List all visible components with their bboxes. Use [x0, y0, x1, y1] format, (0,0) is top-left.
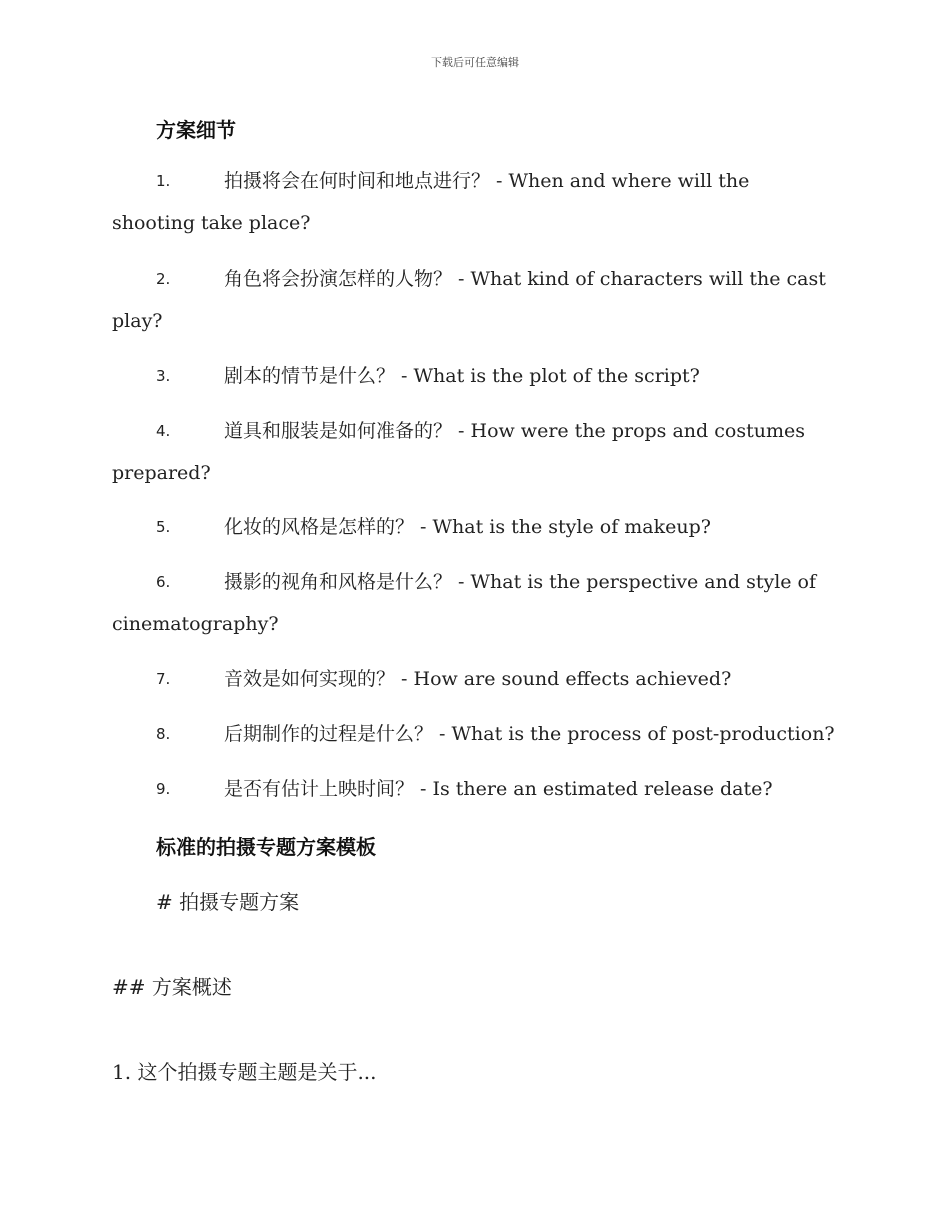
list-item-number: 4. — [156, 422, 171, 440]
list-item-number: 9. — [156, 780, 171, 798]
list-item — [112, 561, 837, 645]
list-item — [112, 768, 837, 810]
list-item — [112, 160, 837, 244]
template-title: 标准的拍摄专题方案模板 — [156, 835, 376, 859]
list-item — [112, 658, 837, 700]
list-item-text: 摄影的视角和风格是什么？ - What is the perspective and style of cinematography? — [112, 571, 817, 635]
list-item-number: 5. — [156, 518, 171, 536]
list-item-number: 6. — [156, 573, 171, 591]
section-title: 方案细节 — [156, 118, 236, 142]
list-item — [112, 506, 837, 548]
markdown-h2: ## 方案概述 — [112, 975, 232, 999]
list-item-number: 1. — [156, 172, 171, 190]
list-item-text: 化妆的风格是怎样的？ - What is the style of makeup? — [224, 516, 711, 538]
list-item-number: 2. — [156, 270, 171, 288]
list-item — [112, 410, 837, 494]
list-item-text: 音效是如何实现的？ - How are sound effects achieved? — [224, 668, 732, 690]
list-item — [112, 713, 837, 755]
list-item-text: 拍摄将会在何时间和地点进行？ - When and where will the shooting take place? — [112, 170, 750, 234]
page-header: 下载后可任意编辑 — [431, 56, 519, 69]
list-item — [112, 355, 837, 397]
list-item-text: 角色将会扮演怎样的人物？ - What kind of characters will the cast play? — [112, 268, 826, 332]
list-item — [112, 258, 837, 342]
list-item-text: 是否有估计上映时间？ - Is there an estimated release date? — [224, 778, 773, 800]
list-item-text: 剧本的情节是什么？ - What is the plot of the script? — [224, 365, 700, 387]
markdown-h1: # 拍摄专题方案 — [156, 890, 300, 914]
list-item-number: 3. — [156, 367, 171, 385]
list-item-text: 后期制作的过程是什么？ - What is the process of post-production? — [224, 723, 835, 745]
list-item-number: 7. — [156, 670, 171, 688]
list-item-number: 8. — [156, 725, 171, 743]
markdown-list-item: 1. 这个拍摄专题主题是关于... — [112, 1060, 377, 1084]
list-item-text: 道具和服装是如何准备的？ - How were the props and costumes prepared? — [112, 420, 805, 484]
